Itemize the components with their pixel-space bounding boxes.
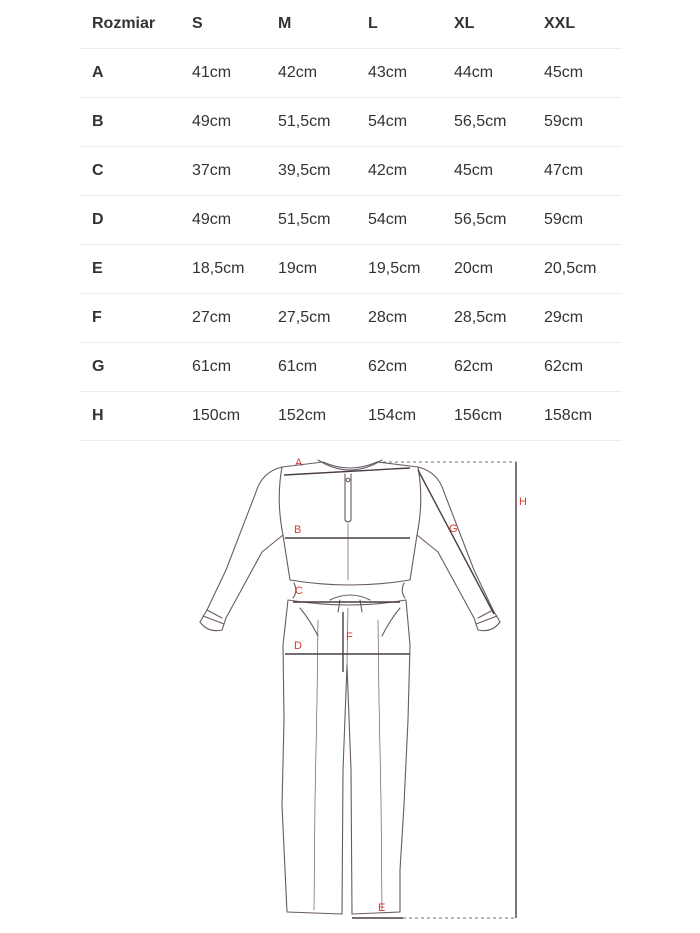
- waist-seam-outline: [290, 580, 410, 585]
- table-cell: 158cm: [532, 392, 622, 441]
- header-size: Rozmiar: [80, 0, 180, 49]
- table-cell: 41cm: [180, 49, 266, 98]
- jumpsuit-measurement-diagram: [0, 440, 700, 933]
- table-cell: 49cm: [180, 98, 266, 147]
- header-xxl: XXL: [532, 0, 622, 49]
- label-a: A: [295, 457, 303, 469]
- row-label: C: [80, 147, 180, 196]
- label-h: H: [519, 496, 527, 508]
- belt-tie-outline: [330, 595, 370, 612]
- table-row: [80, 49, 622, 98]
- table-cell: 27cm: [180, 294, 266, 343]
- table-cell: 19,5cm: [356, 245, 442, 294]
- table-cell: 61cm: [266, 343, 356, 392]
- right-crease-outline: [378, 620, 382, 910]
- label-b: B: [294, 524, 302, 536]
- row-label: G: [80, 343, 180, 392]
- table-cell: 62cm: [532, 343, 622, 392]
- right-leg-outer-outline: [400, 600, 410, 912]
- left-sleeve-outline: [200, 462, 323, 622]
- left-hem-outline: [287, 912, 342, 914]
- row-label: B: [80, 98, 180, 147]
- table-cell: 42cm: [266, 49, 356, 98]
- table-cell: 61cm: [180, 343, 266, 392]
- right-sleeve-inner-outline: [417, 535, 500, 631]
- table-row: [80, 245, 622, 294]
- header-xl: XL: [442, 0, 532, 49]
- table-cell: 42cm: [356, 147, 442, 196]
- table-cell: 59cm: [532, 98, 622, 147]
- header-m: M: [266, 0, 356, 49]
- measurement-lines: [284, 462, 516, 918]
- table-cell: 43cm: [356, 49, 442, 98]
- table-cell: 51,5cm: [266, 98, 356, 147]
- table-row: [80, 98, 622, 147]
- table-cell: 62cm: [442, 343, 532, 392]
- left-crease-outline: [314, 620, 318, 910]
- table-cell: 56,5cm: [442, 98, 532, 147]
- table-row: [80, 343, 622, 392]
- table-row: [80, 392, 622, 441]
- label-g: G: [449, 523, 458, 535]
- left-pocket-outline: [300, 608, 318, 636]
- table-row: [80, 294, 622, 343]
- table-cell: 51,5cm: [266, 196, 356, 245]
- label-d: D: [294, 640, 302, 652]
- row-label: D: [80, 196, 180, 245]
- right-pocket-outline: [382, 608, 400, 636]
- row-label: E: [80, 245, 180, 294]
- label-e: E: [378, 902, 386, 914]
- left-sleeve-inner-outline: [200, 535, 283, 631]
- right-armhole-outline: [417, 467, 421, 535]
- table-cell: 152cm: [266, 392, 356, 441]
- inner-leg-outline: [342, 665, 352, 914]
- table-cell: 18,5cm: [180, 245, 266, 294]
- table-cell: 49cm: [180, 196, 266, 245]
- right-sleeve-outline: [377, 462, 500, 622]
- table-cell: 19cm: [266, 245, 356, 294]
- center-seam-outline: [347, 524, 348, 665]
- table-row: [80, 196, 622, 245]
- size-chart-table: [80, 0, 622, 441]
- left-leg-outer-outline: [282, 600, 288, 912]
- table-cell: 20,5cm: [532, 245, 622, 294]
- table-cell: 62cm: [356, 343, 442, 392]
- row-label: F: [80, 294, 180, 343]
- table-cell: 29cm: [532, 294, 622, 343]
- measure-line-g: [418, 470, 494, 614]
- measurement-labels: [294, 457, 527, 914]
- left-bodice-side-outline: [283, 535, 290, 580]
- table-cell: 154cm: [356, 392, 442, 441]
- row-label: H: [80, 392, 180, 441]
- left-armhole-outline: [279, 467, 283, 535]
- table-cell: 150cm: [180, 392, 266, 441]
- table-cell: 56,5cm: [442, 196, 532, 245]
- table-header-row: [80, 0, 622, 49]
- table-cell: 27,5cm: [266, 294, 356, 343]
- table-cell: 45cm: [442, 147, 532, 196]
- table-cell: 20cm: [442, 245, 532, 294]
- table-cell: 54cm: [356, 196, 442, 245]
- placket-outline: [345, 474, 351, 522]
- header-l: L: [356, 0, 442, 49]
- table-row: [80, 147, 622, 196]
- measure-line-a: [284, 468, 410, 475]
- right-hem-outline: [352, 912, 400, 914]
- table-cell: 37cm: [180, 147, 266, 196]
- table-cell: 28,5cm: [442, 294, 532, 343]
- table-cell: 156cm: [442, 392, 532, 441]
- label-f: F: [346, 631, 353, 643]
- label-c: C: [295, 585, 303, 597]
- table-cell: 47cm: [532, 147, 622, 196]
- table-cell: 59cm: [532, 196, 622, 245]
- table-cell: 54cm: [356, 98, 442, 147]
- button-icon: [346, 478, 350, 482]
- table-cell: 39,5cm: [266, 147, 356, 196]
- row-label: A: [80, 49, 180, 98]
- table-cell: 44cm: [442, 49, 532, 98]
- table-cell: 28cm: [356, 294, 442, 343]
- right-bodice-side-outline: [410, 535, 417, 580]
- table-cell: 45cm: [532, 49, 622, 98]
- header-s: S: [180, 0, 266, 49]
